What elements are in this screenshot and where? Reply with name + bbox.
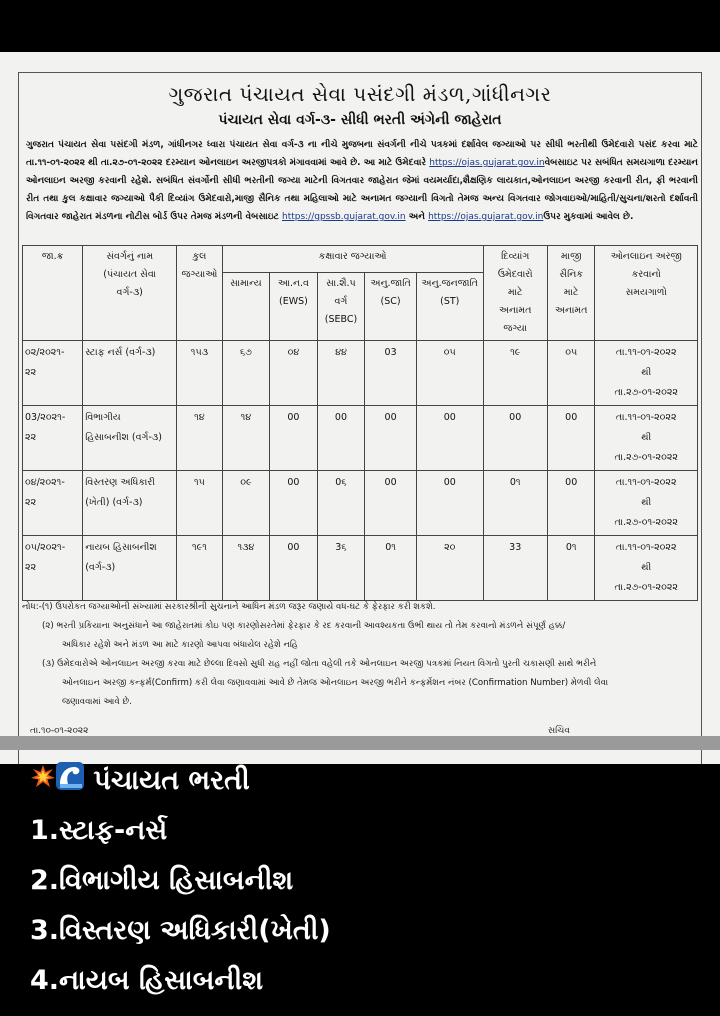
cell-sr-line: ૦૨/૨૦૨૧-: [25, 347, 65, 358]
gpssb-link[interactable]: https://gpssb.gujarat.gov.in: [281, 212, 406, 222]
table-row: [23, 536, 698, 601]
cell-sr-line: ૨૨: [25, 432, 37, 443]
cell-sr-line: ૨૨: [25, 497, 37, 508]
cell-sr: [23, 341, 83, 406]
promo-heading-row: [30, 756, 710, 806]
cell-period-line: તા.૨૭-૦૧-૨૦૨૨: [614, 452, 678, 463]
cell-period: [595, 406, 698, 471]
collision-icon: [30, 757, 56, 807]
header-total-line: કુલ: [192, 251, 207, 262]
cell-sebc: ૪૪: [317, 341, 365, 406]
cell-st: 00: [416, 406, 483, 471]
header-exservice: [547, 246, 595, 341]
cell-period: [595, 471, 698, 536]
header-sc: [365, 272, 417, 340]
intro-paragraph: [26, 136, 698, 226]
table-row: [23, 341, 698, 406]
header-total-line: જગ્યાઓ: [181, 269, 218, 280]
header-sebc-line: વર્ગ: [334, 295, 348, 307]
cell-sr: [23, 406, 83, 471]
header-sebc-line: સા.શૈ.પ: [326, 277, 356, 289]
cell-general: ૦૯: [222, 471, 270, 536]
cell-period-line: તા.૧૧-૦૧-૨૦૨૨: [615, 542, 677, 553]
vacancy-table: [22, 245, 698, 601]
cell-sebc: 0૬: [317, 471, 365, 536]
header-exservice-line: માજી: [561, 251, 582, 262]
cell-sr: [23, 536, 83, 601]
note-line: ઓનલાઇન અરજી કન્ફર્મ(Confirm) કરી લેવા જણાવવામાં આવે છે તેમજ ઓનલાઇન અરજી ભરીને કન્ફર્મેશન નંબર (Confirmation Number) મેળવી લેવા: [62, 678, 609, 688]
cell-st: 00: [416, 471, 483, 536]
header-period-line: ઓનલાઇન અરજી: [610, 251, 682, 262]
cell-cadre: સ્ટાફ નર્સ (વર્ગ-૩): [83, 341, 177, 406]
cell-general: ૧૩૪: [222, 536, 270, 601]
cell-exservice: 00: [547, 406, 595, 471]
cell-ews: 00: [270, 406, 318, 471]
cell-sebc: 3૬: [317, 536, 365, 601]
header-sc-line: (SC): [380, 295, 401, 307]
cell-sebc: 00: [317, 406, 365, 471]
cell-cadre: [83, 536, 177, 601]
note-line: અધિકાર રહેશે અને મંડળ આ માટે કારણો આપવા બંધાયેલ રહેશે નહિ: [62, 640, 298, 650]
cell-st: ૦૫: [416, 341, 483, 406]
cell-sr: [23, 471, 83, 536]
header-period: [595, 246, 698, 341]
cell-total: ૧૫: [177, 471, 222, 536]
notice-subtitle: પંચાયત સેવા વર્ગ-૩- સીધી ભરતી અંગેની જાહેરાત: [218, 112, 502, 128]
cell-period-line: તા.૨૭-૦૧-૨૦૨૨: [614, 387, 678, 398]
intro-text-2: વેબસાઇટ પર સબંધિત સમયગાળા દરમ્યાન ઓનલાઇન અરજી કરવાની રહેશે. સબંધિત સંવર્ગોની સીધી ભરતીની જગ્યા માટેની વિગતવાર જાહેરાત જેમાં વયમર્યાદા,શૈક્ષણિક લાયકાત,ઓનલાઇન અરજી કરવાની રીત, ફી ભરવાની રીત તથા કુલ કક્ષાવાર જગ્યાઓ પૈકી દિવ્યાંગ ઉમેદવારો,માજી સૈનિક તથા મહિલાઓ માટે અનામત જગ્યાની વિગતો તેમજ અન્ય વિગતવાર જોગવાઇઓ/માહિતી/સુચના/શરતો દર્શાવતી વિગતવાર જાહેરાત મંડળના નોટીસ બોર્ડ ઉપર તેમજ મંડળની વેબસાઇટ: [26, 158, 698, 222]
notes-section: [22, 598, 698, 712]
note-line: (૨) ભરતી પ્રકિયાના અનુસંધાને આ જાહેરાતમાં કોઇ પણ કારણોસરતેમાં ફેરફાર કે રદ કરવાની આવશ્યકતા ઉભી થાય તો તેમ કરવાનો મંડળને સંપૂર્ણ હક્ક/: [42, 621, 566, 631]
document-footer: [30, 726, 690, 736]
notice-document: [0, 52, 720, 764]
header-divyang-line: માટે: [507, 287, 523, 298]
table-row: [23, 471, 698, 536]
cell-total: ૧૯૧: [177, 536, 222, 601]
cell-cadre-line: (વર્ગ-૩): [85, 562, 116, 573]
header-sebc: [317, 272, 365, 340]
note-line: જણાવવામાં આવે છે.: [62, 697, 132, 707]
cell-ews: 00: [270, 471, 318, 536]
cell-sc: 0૧: [365, 536, 417, 601]
intro-text-1: ગુજરાત પંચાયત સેવા પસંદગી મંડળ, ગાંધીનગર ધ્વારા પંચાયત સેવા વર્ગ-૩ ના નીચે મુજબના સંવર્ગની નીચે પત્રકમાં દર્શાવેલ જગ્યાઓ પર સીધી ભરતીથી ઉમેદવારો પસંદ કરવા માટે તા.૧૧-૦૧-૨૦૨૨ થી તા.૨૭-૦૧-૨૦૨૨ દરમ્યાન ઓનલાઇન અરજીપત્રકો મંગાવવામાં આવે છે. આ માટે ઉમેદવારે: [26, 140, 698, 168]
notice-date: તા.૧૦-૦૧-૨૦૨૨: [30, 726, 89, 736]
cell-period-line: થી: [641, 367, 652, 378]
cell-period-line: થી: [641, 432, 652, 443]
cell-cadre-line: (ખેતી) (વર્ગ-૩): [85, 497, 143, 508]
table-header-row: [23, 246, 698, 273]
promo-caption: [30, 756, 710, 1006]
cell-sc: 03: [365, 341, 417, 406]
header-ews-line: આ.ન.વ: [277, 277, 309, 289]
note-line: (૩) ઉમેદવારોએ ઓનલાઇન અરજી કરવા માટે છેલ્લા દિવસો સુધી રાહ નહીં જોતા વહેલી તકે ઓનલાઇન અરજી પત્રકમાં નિયત વિગતો પુરતી ચકાસણી સાથે ભરીને: [42, 659, 597, 669]
cell-period-line: તા.૧૧-૦૧-૨૦૨૨: [615, 412, 677, 423]
header-period-line: કરવાનો: [631, 269, 661, 280]
promo-heading: પંચાયત ભરતી: [93, 765, 250, 796]
board-title: ગુજરાત પંચાયત સેવા પસંદગી મંડળ,ગાંધીનગર: [168, 82, 552, 106]
cell-period-line: થી: [641, 562, 652, 573]
cell-period-line: તા.૧૧-૦૧-૨૦૨૨: [615, 347, 677, 358]
cell-period-line: તા.૨૭-૦૧-૨૦૨૨: [614, 582, 678, 593]
header-divyang-line: અનામત: [499, 305, 532, 316]
cell-period-line: થી: [641, 497, 652, 508]
wave-icon: [56, 757, 84, 807]
cell-sr-line: ૦૪/૨૦૨૧-: [25, 477, 65, 488]
header-cadre-line: સંવર્ગનું નામ: [106, 251, 154, 262]
table-row: [23, 406, 698, 471]
cell-cadre-line: હિસાબનીશ (વર્ગ-૩): [85, 432, 162, 443]
cell-exservice: 00: [547, 471, 595, 536]
header-divyang-line: ઉમેદવારો: [497, 269, 533, 280]
promo-item: 4.નાયબ હિસાબનીશ: [30, 965, 264, 996]
cell-sr-line: ૨૨: [25, 367, 37, 378]
cell-cadre-line: વિભાગીય: [85, 412, 121, 423]
header-sc-line: અનુ.જાતિ: [370, 277, 411, 289]
ojas-link[interactable]: https://ojas.gujarat.gov.in: [429, 158, 545, 168]
header-exservice-line: માટે: [563, 287, 579, 298]
signature: સચિવ: [547, 726, 570, 736]
cell-period: [595, 536, 698, 601]
header-st-line: અનુ.જનજાતિ: [421, 277, 478, 289]
header-cadre-line: (પંચાયત સેવા: [103, 269, 157, 280]
cell-cadre-line: વિસ્તરણ અધિકારી: [85, 477, 156, 488]
cell-ews: ૦૪: [270, 341, 318, 406]
cell-divyang: 33: [483, 536, 547, 601]
header-exservice-line: અનામત: [554, 305, 588, 316]
cell-st: ૨૦: [416, 536, 483, 601]
header-sr: જા.ક્ર: [23, 246, 83, 341]
cell-period-line: તા.૨૭-૦૧-૨૦૨૨: [614, 517, 678, 528]
header-general: સામાન્ય: [222, 272, 270, 340]
header-sebc-line: (SEBC): [324, 313, 358, 325]
cell-cadre-line: નાયબ હિસાબનીશ: [85, 542, 157, 553]
header-st-line: (ST): [440, 295, 460, 307]
header-ews: [270, 272, 318, 340]
promo-item: 3.વિસ્તરણ અધિકારી(ખેતી): [30, 915, 331, 946]
intro-text-3: અને: [408, 212, 425, 222]
cell-general: ૧૪: [222, 406, 270, 471]
cell-sr-line: ૦૫/૨૦૨૧-: [25, 542, 66, 553]
cell-cadre: [83, 406, 177, 471]
ojas-link-2[interactable]: https://ojas.gujarat.gov.in: [428, 212, 544, 222]
cell-sc: 00: [365, 406, 417, 471]
divider-band: [0, 736, 720, 750]
cell-ews: 00: [270, 536, 318, 601]
cell-exservice: ૦૫: [547, 341, 595, 406]
header-category-group: કક્ષાવાર જગ્યાઓ: [222, 246, 483, 273]
header-st: [416, 272, 483, 340]
cell-divyang: ૧૯: [483, 341, 547, 406]
cell-general: ૬૭: [222, 341, 270, 406]
header-exservice-line: સૈનિક: [559, 269, 584, 280]
header-divyang: [483, 246, 547, 341]
cell-sr-line: 03/૨૦૨૧-: [25, 412, 66, 423]
header-total: [177, 246, 222, 341]
cell-total: ૧૪: [177, 406, 222, 471]
header-cadre-line: વર્ગ-૩): [116, 287, 143, 298]
header-ews-line: (EWS): [279, 295, 308, 307]
header-period-line: સમયગાળો: [625, 287, 667, 298]
cell-divyang: 0૧: [483, 471, 547, 536]
cell-sc: 00: [365, 471, 417, 536]
cell-divyang: 00: [483, 406, 547, 471]
cell-total: ૧૫૩: [177, 341, 222, 406]
header-divyang-line: જગ્યા: [503, 323, 528, 334]
header-divyang-line: દિવ્યાંગ: [501, 251, 530, 262]
header-cadre: [83, 246, 177, 341]
promo-item: 1.સ્ટાફ-નર્સ: [30, 815, 168, 846]
promo-item: 2.વિભાગીય હિસાબનીશ: [30, 865, 294, 896]
cell-cadre: [83, 471, 177, 536]
note-line: નોધ:-(૧) ઉપરોકત જગ્યાઓની સંખ્યામાં સરકારશ્રીની સુચનાને આધિન મંડળ જરૂર જણાયે વધ-ઘટ કે ફેરફાર કરી શકશે.: [22, 602, 436, 612]
cell-sr-line: ૨૨: [25, 562, 37, 573]
cell-exservice: 0૧: [547, 536, 595, 601]
intro-text-4: ઉપર મુકવામાં આવેલ છે.: [543, 212, 634, 222]
cell-period: [595, 341, 698, 406]
cell-period-line: તા.૧૧-૦૧-૨૦૨૨: [615, 477, 677, 488]
